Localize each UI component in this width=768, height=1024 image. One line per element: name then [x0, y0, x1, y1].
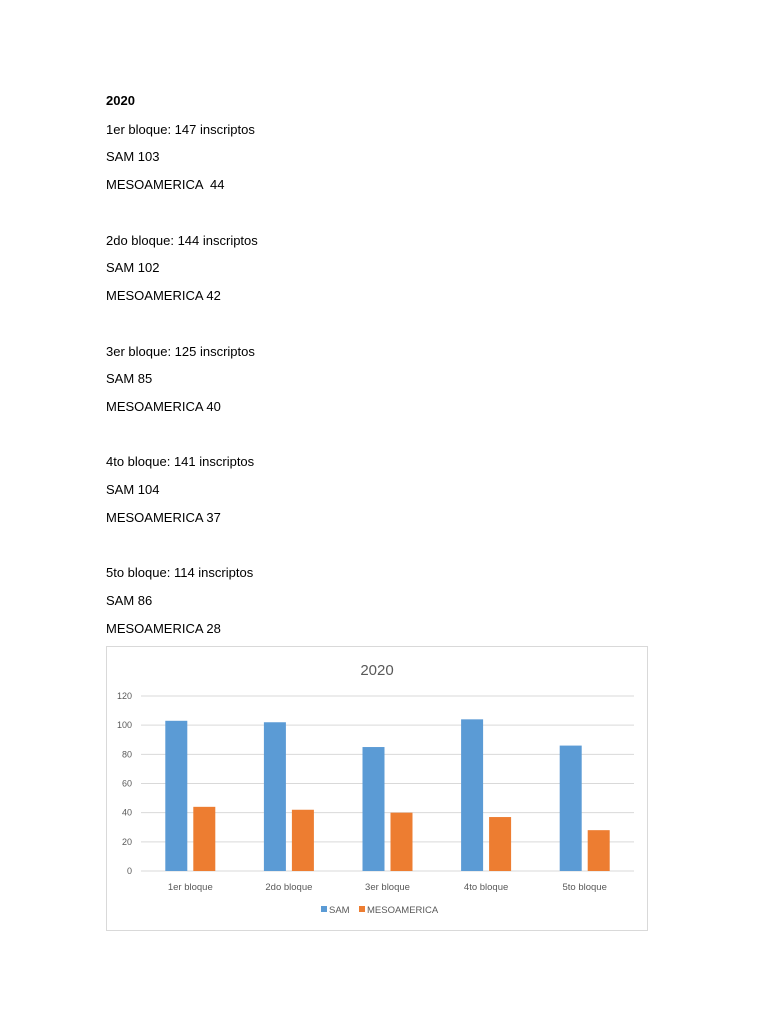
year-heading: 2020	[106, 93, 135, 108]
block-1-sam: SAM 103	[106, 149, 160, 164]
bar-chart	[106, 646, 648, 931]
block-4-total: 4to bloque: 141 inscriptos	[106, 454, 255, 469]
bar	[560, 746, 582, 871]
chart-title: 2020	[360, 662, 394, 679]
y-tick-label: 20	[121, 836, 132, 847]
legend-label: MESOAMERICA	[367, 905, 439, 916]
bar	[292, 810, 314, 871]
chart-svg	[107, 647, 647, 930]
bar	[489, 817, 511, 871]
block-1-mesoamerica: MESOAMERICA 44	[106, 177, 225, 192]
bar	[165, 721, 187, 871]
legend-swatch	[321, 906, 327, 912]
y-tick-label: 60	[121, 778, 132, 789]
x-tick-label: 2do bloque	[265, 882, 313, 893]
x-tick-label: 5to bloque	[562, 882, 607, 893]
block-3-total: 3er bloque: 125 inscriptos	[106, 344, 255, 359]
block-4-mesoamerica: MESOAMERICA 37	[106, 510, 221, 525]
block-5-sam: SAM 86	[106, 593, 153, 608]
y-tick-label: 100	[116, 720, 132, 731]
block-3-mesoamerica: MESOAMERICA 40	[106, 399, 221, 414]
legend-label: SAM	[329, 905, 350, 916]
block-4-sam: SAM 104	[106, 482, 160, 497]
block-2-mesoamerica: MESOAMERICA 42	[106, 288, 221, 303]
bar	[264, 722, 286, 871]
block-2-total: 2do bloque: 144 inscriptos	[106, 233, 258, 248]
bar	[193, 807, 215, 871]
bars-layer	[165, 719, 609, 871]
legend-swatch	[359, 906, 365, 912]
x-axis-labels	[168, 882, 607, 893]
x-tick-label: 3er bloque	[365, 882, 410, 893]
y-tick-label: 80	[121, 749, 132, 760]
y-tick-label: 40	[121, 807, 132, 818]
block-5-total: 5to bloque: 114 inscriptos	[106, 565, 254, 580]
bar	[461, 719, 483, 871]
y-tick-label: 120	[116, 691, 132, 701]
bar	[363, 747, 385, 871]
x-tick-label: 1er bloque	[167, 882, 213, 893]
block-2-sam: SAM 102	[106, 260, 160, 275]
block-1-total: 1er bloque: 147 inscriptos	[106, 122, 255, 137]
bar	[588, 830, 610, 871]
block-5-mesoamerica: MESOAMERICA 28	[106, 621, 221, 636]
block-3-sam: SAM 85	[106, 371, 153, 386]
x-tick-label: 4to bloque	[463, 882, 509, 893]
y-tick-label: 0	[126, 866, 132, 876]
legend	[321, 905, 439, 916]
bar	[391, 813, 413, 871]
